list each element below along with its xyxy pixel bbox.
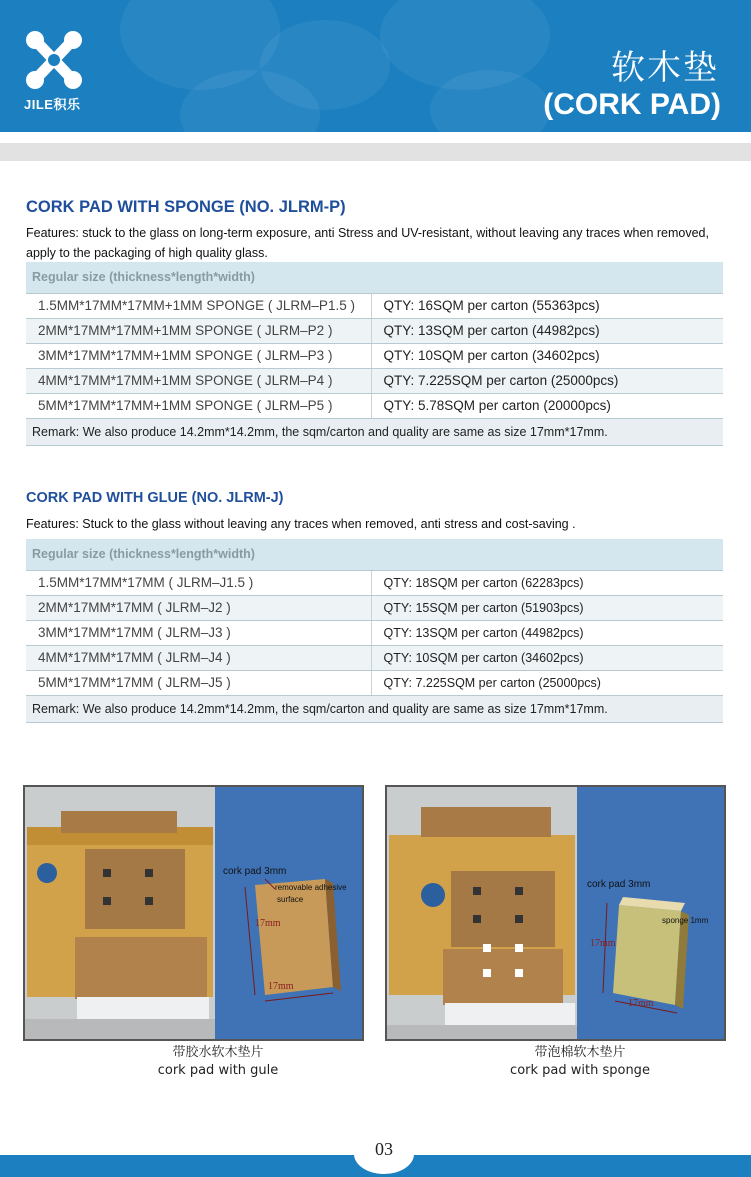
glue-features: Features: Stuck to the glass without leaving any traces when removed, anti stress and cost-saving . <box>26 517 576 531</box>
table-row <box>26 318 723 343</box>
caption-cn: 带胶水软木垫片 <box>172 1045 264 1060</box>
size-cell: 2MM*17MM*17MM+1MM SPONGE ( JLRM–P2 ) <box>26 318 371 343</box>
qty-cell: QTY: 15SQM per carton (51903pcs) <box>371 595 723 620</box>
caption-glue <box>143 1044 293 1080</box>
caption-en: cork pad with sponge <box>510 1063 650 1078</box>
qty-cell: QTY: 10SQM per carton (34602pcs) <box>371 645 723 670</box>
sponge-features: Features: stuck to the glass on long-term exposure, anti Stress and UV-resistant, without leaving any traces when removed, apply to the packaging of high quality glass. <box>26 226 709 260</box>
table-header-cell: Regular size (thickness*length*width) <box>26 539 723 570</box>
table-header-cell: Regular size (thickness*length*width) <box>26 262 723 293</box>
qty-cell: QTY: 13SQM per carton (44982pcs) <box>371 318 723 343</box>
qty-cell: QTY: 7.225SQM per carton (25000pcs) <box>371 368 723 393</box>
label-sponge: sponge 1mm <box>662 916 709 925</box>
table-row <box>26 645 723 670</box>
qty-cell: QTY: 16SQM per carton (55363pcs) <box>371 293 723 318</box>
table-row <box>26 570 723 595</box>
page-header <box>0 0 751 132</box>
qty-cell: QTY: 18SQM per carton (62283pcs) <box>371 570 723 595</box>
product-photo-left <box>25 787 215 1039</box>
sponge-spec-table <box>26 262 723 446</box>
table-row <box>26 368 723 393</box>
remark-cell: Remark: We also produce 14.2mm*14.2mm, the sqm/carton and quality are same as size 17mm*17mm. <box>26 418 723 445</box>
size-cell: 3MM*17MM*17MM+1MM SPONGE ( JLRM–P3 ) <box>26 343 371 368</box>
page-title-en: (CORK PAD) <box>543 88 721 121</box>
size-cell: 5MM*17MM*17MM ( JLRM–J5 ) <box>26 670 371 695</box>
dimension-height: 17mm <box>590 938 616 949</box>
header-divider <box>0 143 751 161</box>
cork-stack-illustration <box>25 787 215 1041</box>
logo-text: JILE积乐 <box>24 97 81 112</box>
caption-en: cork pad with gule <box>157 1063 279 1078</box>
table-row <box>26 620 723 645</box>
size-cell: 4MM*17MM*17MM+1MM SPONGE ( JLRM–P4 ) <box>26 368 371 393</box>
size-cell: 3MM*17MM*17MM ( JLRM–J3 ) <box>26 620 371 645</box>
table-header-row <box>26 262 723 293</box>
size-cell: 1.5MM*17MM*17MM ( JLRM–J1.5 ) <box>26 570 371 595</box>
photo-cork-pad-glue <box>23 785 364 1041</box>
table-row <box>26 343 723 368</box>
diagram-panel <box>215 787 362 1039</box>
remark-cell: Remark: We also produce 14.2mm*14.2mm, the sqm/carton and quality are same as size 17mm*17mm. <box>26 695 723 722</box>
sponge-section-title: CORK PAD WITH SPONGE (NO. JLRM-P) <box>26 198 346 216</box>
size-cell: 1.5MM*17MM*17MM+1MM SPONGE ( JLRM–P1.5 ) <box>26 293 371 318</box>
label-surface: surface <box>277 895 304 904</box>
size-cell: 5MM*17MM*17MM+1MM SPONGE ( JLRM–P5 ) <box>26 393 371 418</box>
dimension-width: 17mm <box>628 998 654 1009</box>
page-title-cn: 软木垫 <box>611 48 719 88</box>
dimension-width: 17mm <box>268 981 294 992</box>
qty-cell: QTY: 5.78SQM per carton (20000pcs) <box>371 393 723 418</box>
photo-cork-pad-sponge <box>385 785 726 1041</box>
label-adhesive: removable adhesive <box>275 883 347 892</box>
glue-spec-table <box>26 539 723 723</box>
size-cell: 4MM*17MM*17MM ( JLRM–J4 ) <box>26 645 371 670</box>
table-header-row <box>26 539 723 570</box>
label-thickness: cork pad 3mm <box>223 866 287 877</box>
table-row <box>26 393 723 418</box>
table-row <box>26 595 723 620</box>
table-row <box>26 670 723 695</box>
cork-pad-diagram <box>215 787 362 1041</box>
size-cell: 2MM*17MM*17MM ( JLRM–J2 ) <box>26 595 371 620</box>
qty-cell: QTY: 7.225SQM per carton (25000pcs) <box>371 670 723 695</box>
product-photo-left <box>387 787 577 1039</box>
caption-sponge <box>490 1044 670 1080</box>
caption-cn: 带泡棉软木垫片 <box>534 1045 626 1060</box>
cork-stack-illustration <box>387 787 577 1041</box>
dimension-height: 17mm <box>255 918 281 929</box>
qty-cell: QTY: 10SQM per carton (34602pcs) <box>371 343 723 368</box>
jile-logo-icon <box>24 28 84 92</box>
table-row <box>26 293 723 318</box>
label-thickness: cork pad 3mm <box>587 879 651 890</box>
table-remark-row <box>26 418 723 445</box>
qty-cell: QTY: 13SQM per carton (44982pcs) <box>371 620 723 645</box>
page-number: 03 <box>354 1134 414 1174</box>
glue-section-title: CORK PAD WITH GLUE (NO. JLRM-J) <box>26 490 284 506</box>
table-remark-row <box>26 695 723 722</box>
